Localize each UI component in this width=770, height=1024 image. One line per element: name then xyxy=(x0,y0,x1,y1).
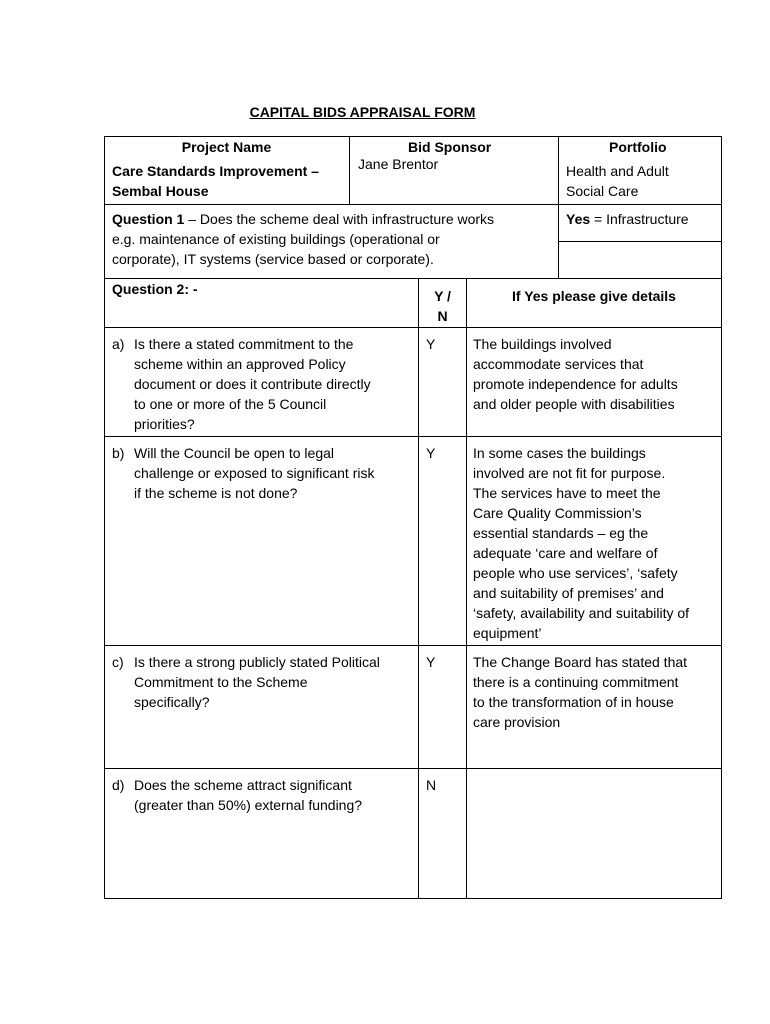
details-line: promote independence for adults xyxy=(473,376,678,392)
item-answer: Y xyxy=(426,654,436,670)
item-text xyxy=(134,775,414,815)
question1-line: e.g. maintenance of existing buildings (operational or xyxy=(112,231,440,247)
item-line: challenge or exposed to significant risk xyxy=(134,465,375,481)
table-col-divider xyxy=(466,278,467,899)
yn-header-line: Y / xyxy=(434,288,451,304)
details-line: accommodate services that xyxy=(473,356,644,372)
details-line: adequate ‘care and welfare of xyxy=(473,545,658,561)
portfolio-label: Portfolio xyxy=(609,139,667,155)
item-answer: N xyxy=(426,777,437,793)
yn-header-line: N xyxy=(437,308,448,324)
details-line: to the transformation of in house xyxy=(473,694,674,710)
item-line: Will the Council be open to legal xyxy=(134,445,335,461)
question1-answer-text: = Infrastructure xyxy=(590,211,689,227)
question1-label: Question 1 xyxy=(112,211,185,227)
item-line: scheme within an approved Policy xyxy=(134,356,346,372)
project-name-value xyxy=(112,161,348,201)
question2-label: Question 2: - xyxy=(112,281,198,297)
item-answer: Y xyxy=(426,336,436,352)
item-details xyxy=(473,334,719,414)
details-line: there is a continuing commitment xyxy=(473,674,679,690)
yn-header xyxy=(419,286,466,326)
form-title: CAPITAL BIDS APPRAISAL FORM xyxy=(249,104,476,120)
item-line: Is there a stated commitment to the xyxy=(134,336,354,352)
details-line: and older people with disabilities xyxy=(473,396,675,412)
table-col-divider xyxy=(349,136,350,205)
details-line: In some cases the buildings xyxy=(473,445,646,461)
table-col-divider xyxy=(418,278,419,899)
item-text xyxy=(134,443,414,503)
portfolio-line: Health and Adult xyxy=(566,163,669,179)
details-line: involved are not fit for purpose. xyxy=(473,465,666,481)
item-line: (greater than 50%) external funding? xyxy=(134,797,363,813)
question1-line: corporate), IT systems (service based or corporate). xyxy=(112,251,434,267)
item-line: document or does it contribute directly xyxy=(134,376,371,392)
project-name-line: Care Standards Improvement – xyxy=(112,163,319,179)
item-line: priorities? xyxy=(134,416,195,432)
details-header: If Yes please give details xyxy=(512,288,676,304)
details-line: people who use services’, ‘safety xyxy=(473,565,678,581)
details-line: The Change Board has stated that xyxy=(473,654,688,670)
portfolio-line: Social Care xyxy=(566,183,639,199)
item-line: if the scheme is not done? xyxy=(134,485,298,501)
item-line: Commitment to the Scheme xyxy=(134,674,308,690)
table-row-divider xyxy=(104,327,722,328)
question1-line1: – Does the scheme deal with infrastructure works xyxy=(184,211,495,227)
item-answer: Y xyxy=(426,445,436,461)
item-text xyxy=(134,334,414,434)
project-name-line: Sembal House xyxy=(112,183,209,199)
table-border-left xyxy=(104,136,105,899)
details-line: care provision xyxy=(473,714,561,730)
item-line: to one or more of the 5 Council xyxy=(134,396,327,412)
details-line: The buildings involved xyxy=(473,336,612,352)
item-details xyxy=(473,652,719,732)
details-line: essential standards – eg the xyxy=(473,525,649,541)
item-letter: d) xyxy=(112,777,125,793)
item-line: specifically? xyxy=(134,694,210,710)
question1-text xyxy=(112,209,554,269)
bid-sponsor-value: Jane Brentor xyxy=(358,156,439,172)
project-name-label: Project Name xyxy=(181,139,272,155)
item-details xyxy=(473,443,719,643)
question1-line xyxy=(112,209,554,229)
table-row-divider xyxy=(104,645,722,646)
details-line: The services have to meet the xyxy=(473,485,661,501)
details-line: ‘safety, availability and suitability of xyxy=(473,605,690,621)
table-row-divider xyxy=(104,768,722,769)
item-line: Is there a strong publicly stated Political xyxy=(134,654,380,670)
details-line: and suitability of premises’ and xyxy=(473,585,664,601)
table-border-right xyxy=(721,136,722,899)
table-row-divider xyxy=(104,204,722,205)
table-row-divider xyxy=(104,436,722,437)
details-line: Care Quality Commission’s xyxy=(473,505,642,521)
question1-answer xyxy=(566,209,689,229)
table-border-bottom xyxy=(104,898,722,899)
question1-answer-label: Yes xyxy=(566,211,591,227)
table-col-divider xyxy=(558,136,559,279)
item-letter: b) xyxy=(112,445,125,461)
details-line: equipment’ xyxy=(473,625,542,641)
item-letter: c) xyxy=(112,654,124,670)
portfolio-value xyxy=(566,161,669,201)
item-letter: a) xyxy=(112,336,125,352)
table-row-divider xyxy=(558,241,722,242)
item-line: Does the scheme attract significant xyxy=(134,777,352,793)
bid-sponsor-label: Bid Sponsor xyxy=(408,139,492,155)
item-text xyxy=(134,652,414,712)
